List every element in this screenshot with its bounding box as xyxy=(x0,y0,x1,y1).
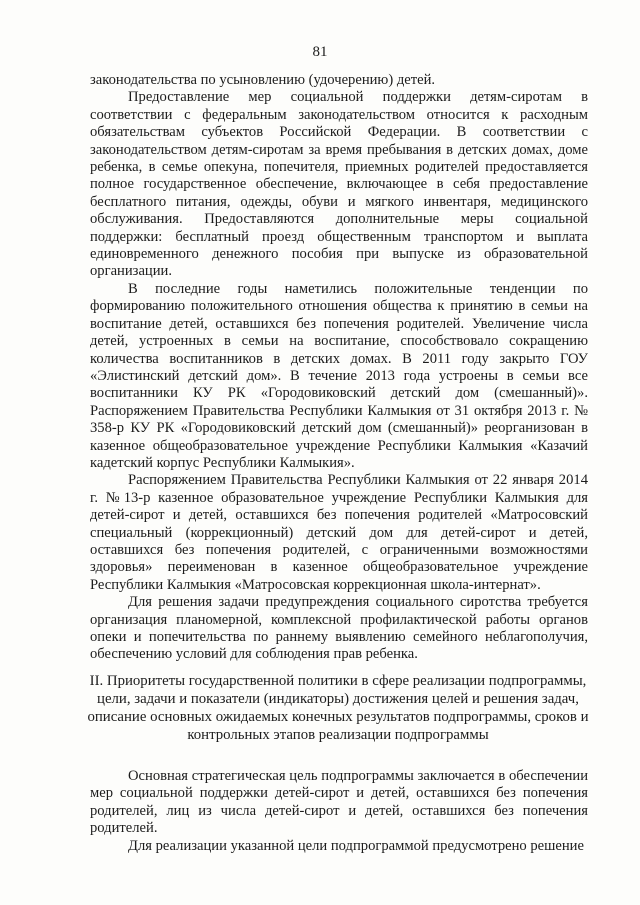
page-number: 81 xyxy=(312,44,328,60)
paragraph-continuation: законодательства по усыновлению (удочерению) детей. xyxy=(90,72,436,88)
paragraph-reorganization: Распоряжением Правительства Республики Калмыкия от 22 января 2014 г. №13-р казенное образовательное учреждение Республики Калмыкия для детей-сирот и детей, оставшихся без попечения родителей «Матросовский специальный (коррекционный) детский дом для детей-сирот и детей, оставшихся без попечения родителей, с ограниченными возможностями здоровья» переименован в казенное общеобразовательное учреждение Республики Калмыкия «Матросовская коррекционная школа-интернат». xyxy=(90,472,588,593)
paragraph-prevention: Для решения задачи предупреждения социального сиротства требуется организация планомерной, комплексной профилактической работы органов опеки и попечительства по раннему выявлению семейного неблагополучия, обеспечению условий для соблюдения прав ребенка. xyxy=(90,594,588,663)
paragraph-positive-trends: В последние годы наметились положительные тенденции по формированию положительного отношения общества к принятию в семьи на воспитание детей, оставшихся без попечения родителей. Увеличение числа детей, устроенных в семьи на воспитание, способствовало сокращению количества воспитанников в детских домах. В 2011 году закрыто ГОУ «Элистинский детский дом». В течение 2013 года устроены в семьи все воспитанники КУ РК «Городовиковский детский дом (смешанный)». Распоряжением Правительства Республики Калмыкия от 31 октября 2013 г. № 358-р КУ РК «Городовиковский детский дом (смешанный)» реорганизован в казенное общеобразовательное учреждение Республики Калмыкия «Казачий кадетский корпус Республики Калмыкия». xyxy=(90,280,588,471)
paragraph-strategic-goal: Основная стратегическая цель подпрограммы заключается в обеспечении мер социальной поддержки детей-сирот и детей, оставшихся без попечения родителей, лиц из числа детей-сирот и детей, оставшихся без попечения родителей. xyxy=(90,768,588,837)
body-text-after xyxy=(90,768,588,855)
paragraph-social-support: Предоставление мер социальной поддержки детям-сиротам в соответствии с федеральным законодательством относится к расходным обязательствам субъектов Российской Федерации. В соответствии с законодательством детям-сиротам за время пребывания в детских домах, доме ребенка, в семье опекуна, попечителя, приемных родителей предоставляется полное государственное обеспечение, включающее в себя предоставление бесплатного питания, одежды, обуви и мягкого инвентаря, медицинского обслуживания. Предоставляются дополнительные меры социальной поддержки: бесплатный проезд общественным транспортом и выплата единовременного денежного пособия при выпуске из образовательной организации. xyxy=(90,89,588,280)
paragraph-implementation: Для реализации указанной цели подпрограммой предусмотрено решение xyxy=(128,837,584,854)
body-text xyxy=(90,72,588,664)
section-heading: II. Приоритеты государственной политики в сфере реализации подпрограммы, цели, задачи и показатели (индикаторы) достижения целей и решения задач, описание основных ожидаемых конечных результатов подпрограммы, сроков и контрольных этапов реализации подпрограммы xyxy=(87,673,589,743)
